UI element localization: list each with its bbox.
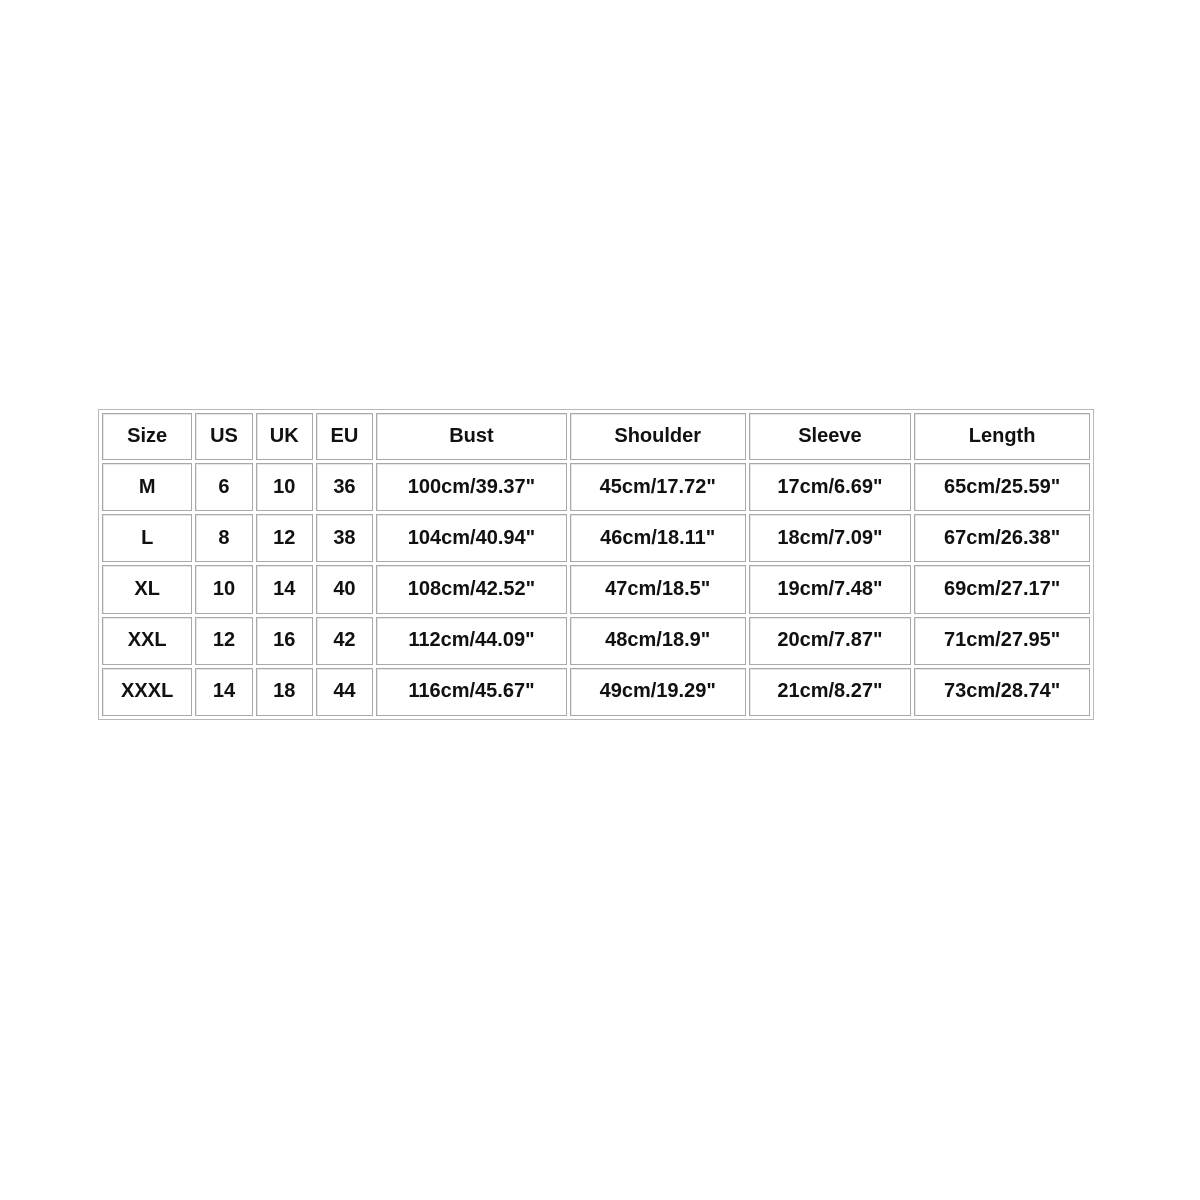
cell-length: 71cm/27.95" [914, 617, 1090, 665]
cell-eu: 40 [316, 565, 373, 613]
cell-us: 12 [195, 617, 252, 665]
cell-bust: 112cm/44.09" [376, 617, 567, 665]
column-header-size: Size [102, 413, 192, 460]
cell-us: 6 [195, 463, 252, 511]
cell-bust: 108cm/42.52" [376, 565, 567, 613]
cell-sleeve: 19cm/7.48" [749, 565, 912, 613]
column-header-shoulder: Shoulder [570, 413, 746, 460]
cell-uk: 12 [256, 514, 313, 562]
column-header-uk: UK [256, 413, 313, 460]
cell-sleeve: 21cm/8.27" [749, 668, 912, 716]
column-header-eu: EU [316, 413, 373, 460]
cell-uk: 14 [256, 565, 313, 613]
cell-length: 67cm/26.38" [914, 514, 1090, 562]
size-table [99, 410, 1093, 719]
cell-us: 14 [195, 668, 252, 716]
cell-sleeve: 20cm/7.87" [749, 617, 912, 665]
table-row [102, 565, 1090, 613]
cell-eu: 38 [316, 514, 373, 562]
cell-size: XL [102, 565, 192, 613]
cell-eu: 42 [316, 617, 373, 665]
table-row [102, 463, 1090, 511]
table-row [102, 617, 1090, 665]
cell-us: 10 [195, 565, 252, 613]
table-row [102, 668, 1090, 716]
cell-bust: 104cm/40.94" [376, 514, 567, 562]
cell-shoulder: 48cm/18.9" [570, 617, 746, 665]
cell-eu: 44 [316, 668, 373, 716]
cell-size: XXXL [102, 668, 192, 716]
cell-sleeve: 17cm/6.69" [749, 463, 912, 511]
cell-size: XXL [102, 617, 192, 665]
cell-bust: 100cm/39.37" [376, 463, 567, 511]
table-row [102, 514, 1090, 562]
cell-us: 8 [195, 514, 252, 562]
cell-length: 69cm/27.17" [914, 565, 1090, 613]
cell-uk: 18 [256, 668, 313, 716]
column-header-sleeve: Sleeve [749, 413, 912, 460]
cell-size: M [102, 463, 192, 511]
cell-shoulder: 47cm/18.5" [570, 565, 746, 613]
cell-uk: 10 [256, 463, 313, 511]
cell-shoulder: 45cm/17.72" [570, 463, 746, 511]
size-chart [98, 409, 1094, 720]
cell-length: 73cm/28.74" [914, 668, 1090, 716]
cell-eu: 36 [316, 463, 373, 511]
cell-shoulder: 49cm/19.29" [570, 668, 746, 716]
cell-uk: 16 [256, 617, 313, 665]
column-header-us: US [195, 413, 252, 460]
header-row [102, 413, 1090, 460]
cell-size: L [102, 514, 192, 562]
cell-sleeve: 18cm/7.09" [749, 514, 912, 562]
cell-length: 65cm/25.59" [914, 463, 1090, 511]
column-header-length: Length [914, 413, 1090, 460]
cell-bust: 116cm/45.67" [376, 668, 567, 716]
column-header-bust: Bust [376, 413, 567, 460]
cell-shoulder: 46cm/18.11" [570, 514, 746, 562]
